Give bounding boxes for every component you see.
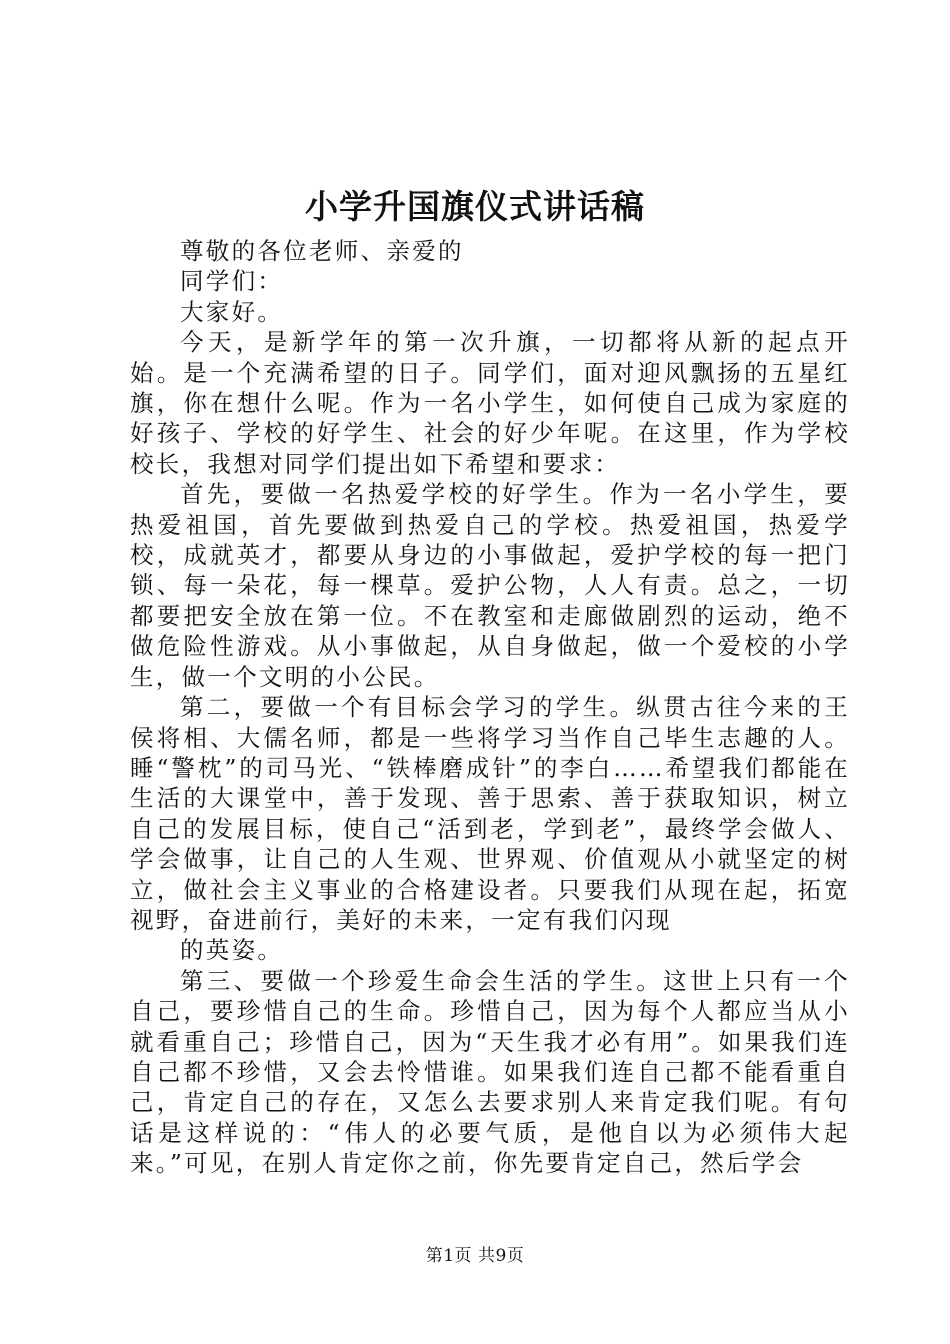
paragraph-second-continued: 的英姿。 [180, 936, 284, 965]
page-number: 第1页 共9页 [425, 1246, 525, 1266]
paragraph-third: 第三、要做一个珍爱生命会生活的学生。这世上只有一个自己，要珍惜自己的生命。珍惜自己，因为每个人都应当从小就看重自己；珍惜自己，因为“天生我才必有用”。如果我们连自己都不珍惜，又会去怜惜谁。如果我们连自己都不能看重自己，肯定自己的存在，又怎么去要求别人来肯定我们呢。有句话是这样说的：“伟人的必要气质，是他自以为必须伟大起来。”可见，在别人肯定你之前，你先要肯定自己，然后学会 [130, 966, 850, 1178]
salutation-line-2: 同学们： [180, 267, 284, 296]
paragraph-intro: 今天，是新学年的第一次升旗，一切都将从新的起点开始。是一个充满希望的日子。同学们，面对迎风飘扬的五星红旗，你在想什么呢。作为一名小学生，如何使自己成为家庭的好孩子、学校的好学生、社会的好少年呢。在这里，作为学校校长，我想对同学们提出如下希望和要求： [130, 328, 850, 478]
document-title: 小学升国旗仪式讲话稿 [305, 187, 645, 226]
salutation-line-1: 尊敬的各位老师、亲爱的 [180, 237, 464, 265]
greeting: 大家好。 [180, 297, 284, 326]
paragraph-first: 首先，要做一名热爱学校的好学生。作为一名小学生，要热爱祖国，首先要做到热爱自己的学校。热爱祖国，热爱学校，成就英才，都要从身边的小事做起，爱护学校的每一把门锁、每一朵花，每一棵草。爱护公物，人人有责。总之，一切都要把安全放在第一位。不在教室和走廊做剧烈的运动，绝不做危险性游戏。从小事做起，从自身做起，做一个爱校的小学生，做一个文明的小公民。 [130, 480, 850, 691]
document-body [130, 236, 850, 1179]
paragraph-second: 第二，要做一个有目标会学习的学生。纵贯古往今来的王侯将相、大儒名师，都是一些将学习当作自己毕生志趣的人。睡“警枕”的司马光、“铁棒磨成针”的李白……希望我们都能在生活的大课堂中，善于发现、善于思索、善于获取知识，树立自己的发展目标，使自己“活到老，学到老”，最终学会做人、学会做事，让自己的人生观、世界观、价值观从小就坚定的树立，做社会主义事业的合格建设者。只要我们从现在起，拓宽视野，奋进前行，美好的未来，一定有我们闪现 [130, 693, 850, 934]
